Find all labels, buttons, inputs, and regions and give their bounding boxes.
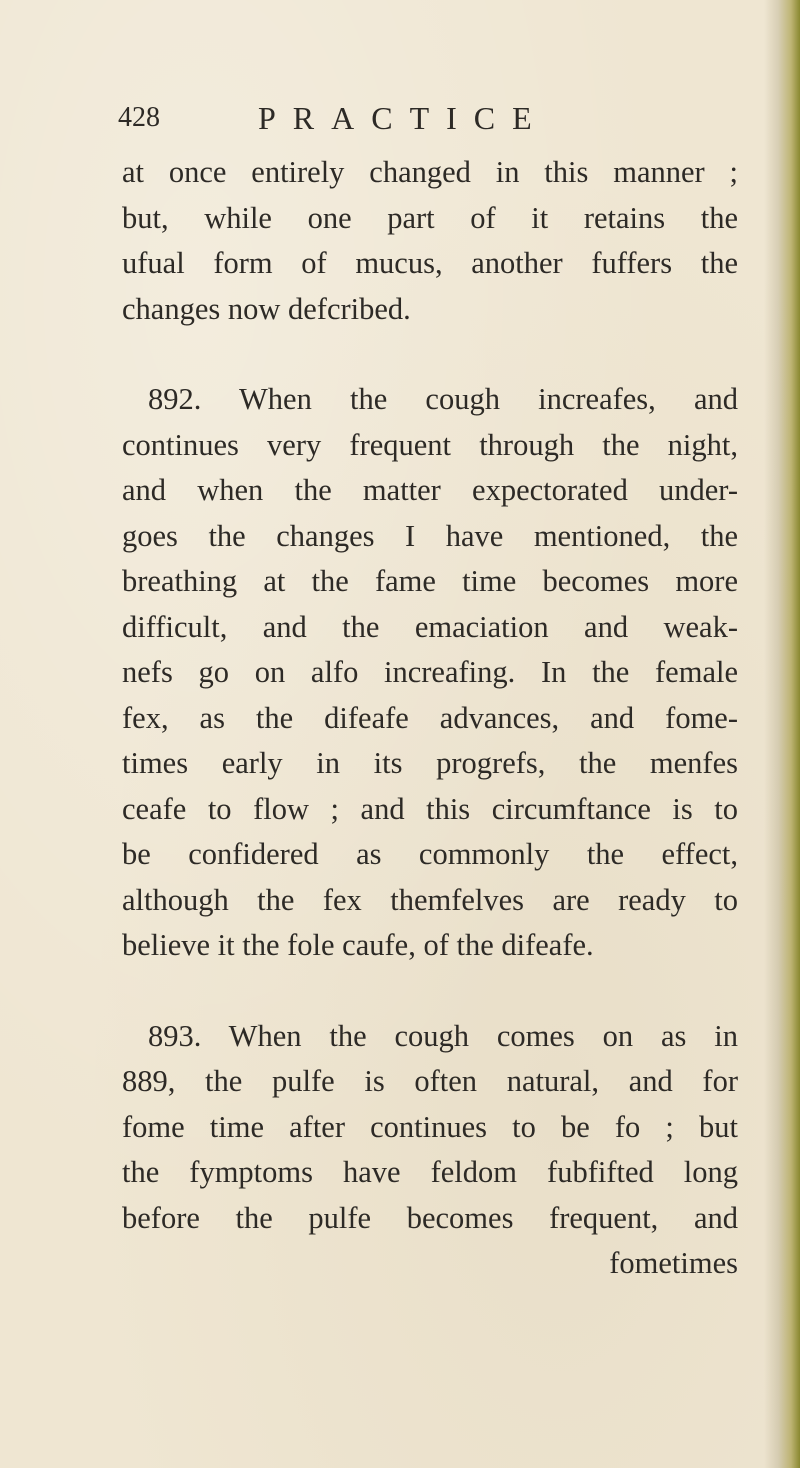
text-line: breathing at the fame time becomes more (122, 564, 738, 598)
text-line: times early in its progrefs, the menfes (122, 746, 738, 780)
text-line: ceafe to flow ; and this circumftance is to (122, 791, 738, 826)
text-line: although the fex themfelves are ready to (122, 882, 738, 917)
paragraph-continuation (122, 150, 738, 332)
text-line: but, while one part of it retains the (122, 200, 738, 235)
text-line: continues very frequent through the night, (122, 427, 738, 462)
body-text (122, 150, 738, 1287)
paragraph-gap (122, 969, 738, 1014)
text-line: 893. When the cough comes on as in (148, 1018, 738, 1053)
paragraph-893 (122, 1014, 738, 1287)
text-line: ufual form of mucus, another fuffers the (122, 246, 738, 280)
paragraph-gap (122, 332, 738, 377)
page-edge-shadow (764, 0, 800, 1468)
page-header (118, 96, 638, 140)
text-line: fex, as the difeafe advances, and fome- (122, 700, 738, 735)
text-line: 892. When the cough increafes, and (148, 382, 738, 416)
text-line: changes now defcribed. (122, 291, 411, 326)
text-line: goes the changes I have mentioned, the (122, 518, 738, 553)
running-head: PRACTICE (258, 100, 549, 136)
catchword: fometimes (609, 1246, 738, 1280)
text-line: at once entirely changed in this manner ; (122, 155, 738, 189)
paragraph-892 (122, 377, 738, 969)
text-line: and when the matter expectorated under- (122, 473, 738, 507)
text-line: fome time after continues to be fo ; but (122, 1109, 738, 1144)
page-number: 428 (118, 102, 160, 133)
text-line: believe it the fole caufe, of the difeafe. (122, 928, 594, 962)
text-line: 889, the pulfe is often natural, and for (122, 1064, 738, 1098)
text-line: nefs go on alfo increafing. In the female (122, 655, 738, 689)
text-line: be confidered as commonly the effect, (122, 837, 738, 871)
text-line: the fymptoms have feldom fubfifted long (122, 1155, 738, 1189)
text-line: before the pulfe becomes frequent, and (122, 1200, 738, 1235)
text-line: difficult, and the emaciation and weak- (122, 609, 738, 644)
